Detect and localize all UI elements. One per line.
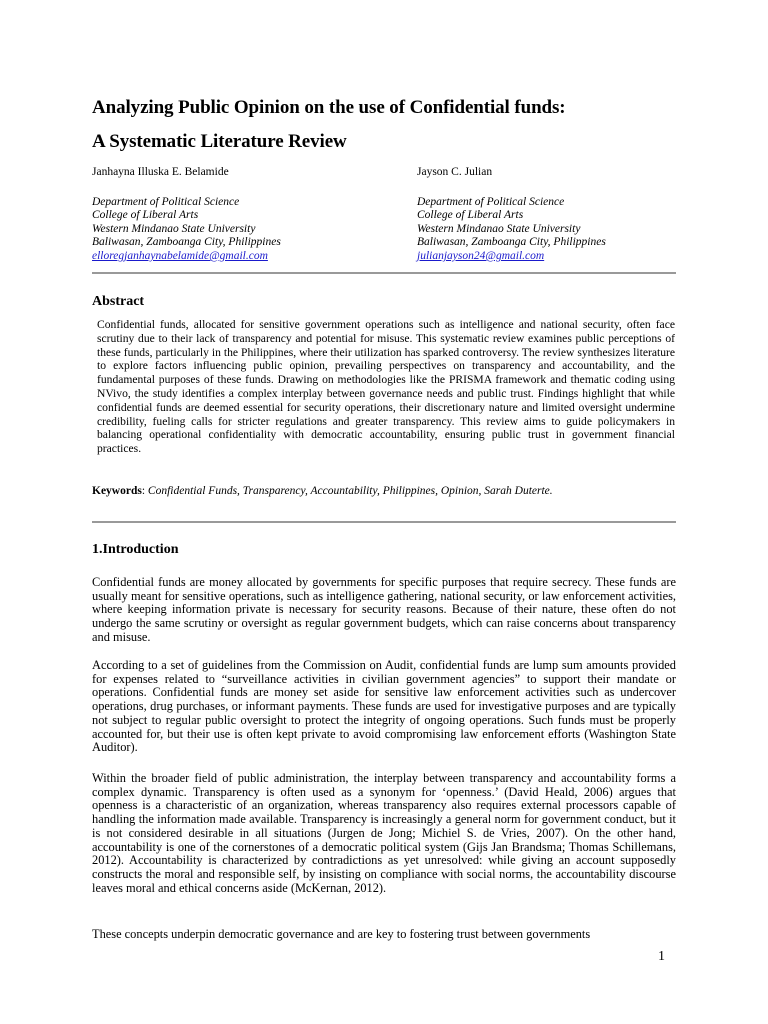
abstract-heading: Abstract bbox=[92, 294, 145, 309]
body-paragraph: Confidential funds are money allocated by governments for specific purposes that require secrecy. These funds are usually meant for sensitive operations, such as intelligence gathering, national security, or law enforcement activities, where keeping information private is necessary for security reasons. Because of their nature, these often do not undergo the same scrutiny or oversight as regular government budgets, which can raise concerns about transparency and misuse. bbox=[92, 575, 676, 644]
abstract-body: Confidential funds, allocated for sensitive government operations such as intelligence and national security, often face scrutiny due to their lack of transparency and potential for misuse. This systematic review examines public perceptions of these funds, particularly in the Philippines, where their utilization has sparked controversy. The review synthesizes literature to explore factors influencing public opinion, prevailing perspectives on transparency and accountability, and the fundamental purposes of these funds. Drawing on methodologies like the PRISMA framework and thematic coding using NVivo, the study identifies a complex interplay between governance needs and public trust. Findings highlight that while confidential funds are deemed essential for security operations, their discretionary nature and limited oversight undermine credibility, fueling calls for stricter regulations and greater transparency. This review aims to guide policymakers in balancing operational confidentiality with democratic accountability, ensuring public trust in government financial practices. bbox=[97, 318, 675, 456]
body-paragraph: Within the broader field of public administration, the interplay between transparency and accountability forms a complex dynamic. Transparency is often used as a synonym for ‘openness.’ (David Heald, 2006) argues that openness is a characteristic of an organization, whereas transparency also requires external processors capable of handling the information made available. Transparency is increasingly a general norm for government conduct, but it is not considered desirable in all situations (Jurgen de Jong; Michiel S. de Vries, 2007). On the other hand, accountability is one of the cornerstones of a democratic political system (Gijs Jan Brandsma; Thomas Schillemans, 2012). Accountability is characterized by contradictions as yet unresolved: while giving an account supposedly constructs the moral and responsible self, by insisting on compliance with social norms, the accountability discourse leaves moral and ethical concerns aside (McKernan, 2012). bbox=[92, 771, 676, 895]
author-university: Western Mindanao State University bbox=[417, 222, 581, 235]
author-email-link[interactable]: julianjayson24@gmail.com bbox=[417, 249, 545, 262]
body-paragraph: These concepts underpin democratic governance and are key to fostering trust between governments bbox=[92, 928, 591, 941]
author-address: Baliwasan, Zamboanga City, Philippines bbox=[92, 236, 281, 249]
author-address: Baliwasan, Zamboanga City, Philippines bbox=[417, 236, 606, 249]
keywords-colon: : bbox=[141, 485, 148, 497]
author-college: College of Liberal Arts bbox=[92, 209, 199, 222]
paper-title-line-2: A Systematic Literature Review bbox=[92, 131, 347, 152]
author-department: Department of Political Science bbox=[92, 195, 240, 208]
divider bbox=[92, 272, 676, 274]
section-heading-introduction: 1.Introduction bbox=[92, 542, 179, 557]
author-university: Western Mindanao State University bbox=[92, 222, 256, 235]
body-paragraph: According to a set of guidelines from the Commission on Audit, confidential funds are lump sum amounts provided for expenses related to “surveillance activities in civilian government agencies” to support their mandate or operations. Confidential funds are money set aside for sensitive law enforcement activities such as undercover operations, drug purchases, or informant payments. These funds are used for investigative purposes and are typically not subject to regular public oversight to protect the integrity of ongoing operations. Such funds must be properly accounted for, but their use is often kept private to avoid compromising law enforcement efforts (Washington State Auditor). bbox=[92, 658, 676, 755]
author-department: Department of Political Science bbox=[417, 195, 565, 208]
author-college: College of Liberal Arts bbox=[417, 209, 524, 222]
author-name: Janhayna Illuska E. Belamide bbox=[92, 166, 229, 178]
author-block-1 bbox=[92, 166, 281, 264]
page-number: 1 bbox=[658, 949, 665, 964]
author-block-2 bbox=[417, 166, 606, 264]
keywords-label: Keywords bbox=[92, 485, 142, 497]
paper-title-line-1: Analyzing Public Opinion on the use of Confidential funds: bbox=[92, 97, 566, 118]
keywords-line bbox=[92, 485, 676, 497]
author-name: Jayson C. Julian bbox=[417, 166, 493, 178]
keywords-value: Confidential Funds, Transparency, Accountability, Philippines, Opinion, Sarah Duterte. bbox=[147, 485, 553, 497]
author-email-link[interactable]: elloregjanhaynabelamide@gmail.com bbox=[92, 249, 268, 262]
divider bbox=[92, 521, 676, 523]
